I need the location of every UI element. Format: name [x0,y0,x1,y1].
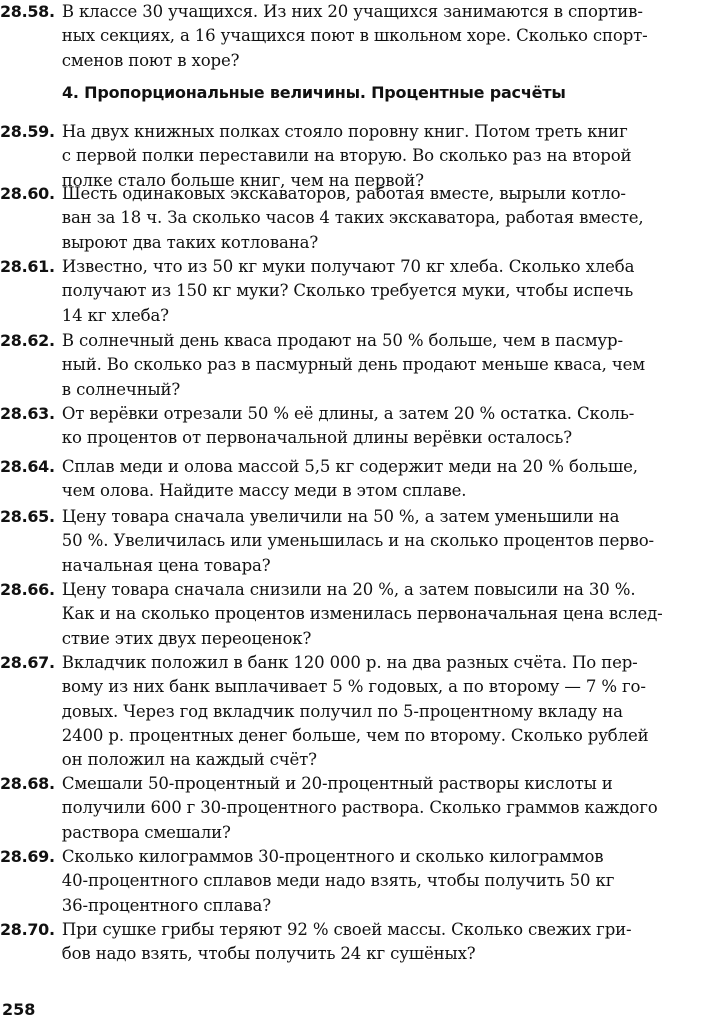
problem-line [0,120,710,144]
problem-number: 28.63. [0,404,55,423]
problem-line: ко процентов от первоначальной длины верёвки осталось? [61,428,572,448]
problem-line: Как и на сколько процентов изменилась первоначальная цена вслед- [61,604,663,624]
problem-text: В классе 30 учащихся. Из них 20 учащихся занимаются в спортив- [61,2,643,21]
problem-number: 28.62. [0,331,55,350]
problem-line [0,918,710,942]
problem-text: Цену товара сначала снизили на 20 %, а затем повысили на 30 %. [61,580,636,599]
problem-line: раствора смешали? [61,822,231,842]
problem-text: Смешали 50-процентный и 20-процентный растворы кислоты и [61,774,613,793]
problem-line: 36-процентного сплава? [61,895,271,915]
problem-28-68 [0,772,712,845]
problem-text: Известно, что из 50 кг муки получают 70 кг хлеба. Сколько хлеба [61,257,635,276]
problem-line: ствие этих двух переоценок? [61,628,312,648]
problem-line [0,182,710,206]
problem-line: 40-процентного сплавов меди надо взять, чтобы получить 50 кг [61,871,615,891]
problem-number: 28.64. [0,457,55,476]
problem-line [0,402,710,426]
problem-line: довых. Через год вкладчик получил по 5-процентному вкладу на [61,701,623,721]
problem-28-61 [0,255,712,328]
problem-line [0,578,710,602]
problem-28-65 [0,505,712,578]
problem-28-64 [0,455,712,504]
problem-line: получили 600 г 30-процентного раствора. Сколько граммов каждого [61,798,658,818]
problem-28-69 [0,845,712,918]
problem-number: 28.68. [0,774,55,793]
problem-line: бов надо взять, чтобы получить 24 кг сушёных? [61,944,476,964]
problem-number: 28.66. [0,580,55,599]
problem-number: 28.69. [0,847,55,866]
problem-text: На двух книжных полках стояло поровну книг. Потом треть книг [61,122,628,141]
problem-number: 28.65. [0,507,55,526]
problem-line: 14 кг хлеба? [61,305,169,325]
problem-28-66 [0,578,712,651]
problem-line [0,455,710,479]
problem-text: Цену товара сначала увеличили на 50 %, а затем уменьшили на [61,507,620,526]
problem-line: начальная цена товара? [61,555,271,575]
problem-text: Сплав меди и олова массой 5,5 кг содержит меди на 20 % больше, [61,457,638,476]
page-number: 258 [2,1000,36,1019]
problem-line [0,651,710,675]
problem-text: Вкладчик положил в банк 120 000 р. на два разных счёта. По пер- [61,653,638,672]
problem-line [0,329,710,353]
problem-line: выроют два таких котлована? [61,232,319,252]
problem-number: 28.67. [0,653,55,672]
problem-28-58 [0,0,712,73]
problem-line: чем олова. Найдите массу меди в этом сплаве. [61,481,467,501]
problem-28-62 [0,329,712,402]
problem-text: При сушке грибы теряют 92 % своей массы. Сколько свежих гри- [61,920,632,939]
problem-number: 28.61. [0,257,55,276]
problem-line: ный. Во сколько раз в пасмурный день продают меньше кваса, чем [61,355,645,375]
problem-line: 2400 р. процентных денег больше, чем по второму. Сколько рублей [61,725,649,745]
problem-28-60 [0,182,712,255]
problem-number: 28.60. [0,184,55,203]
problem-line: в солнечный? [61,379,181,399]
problem-text: Сколько килограммов 30-процентного и сколько килограммов [61,847,604,866]
problem-number: 28.58. [0,2,55,21]
problem-line: получают из 150 кг муки? Сколько требуется муки, чтобы испечь [61,281,634,301]
problem-number: 28.59. [0,122,55,141]
problem-line: он положил на каждый счёт? [61,750,317,770]
problem-text: В солнечный день кваса продают на 50 % больше, чем в пасмур- [61,331,623,350]
problem-28-67 [0,651,712,772]
problem-line [0,845,710,869]
problem-line: с первой полки переставили на вторую. Во сколько раз на второй [61,146,632,166]
section-title: 4. Пропорциональные величины. Процентные расчёты [62,83,566,102]
problem-line [0,0,710,24]
problem-line: ван за 18 ч. За сколько часов 4 таких экскаватора, работая вместе, [61,208,644,228]
problem-text: От верёвки отрезали 50 % её длины, а затем 20 % остатка. Сколь- [61,404,635,423]
problem-line: полке стало больше книг, чем на первой? [61,170,424,190]
problem-line: 50 %. Увеличилась или уменьшилась и на сколько процентов перво- [61,531,654,551]
problem-28-63 [0,402,712,451]
problem-line [0,505,710,529]
problem-line: вому из них банк выплачивает 5 % годовых, а по второму — 7 % го- [61,677,646,697]
problem-line: сменов поют в хоре? [61,50,240,70]
problem-text: Шесть одинаковых экскаваторов, работая вместе, вырыли котло- [61,184,626,203]
problem-line [0,255,710,279]
problem-28-70 [0,918,712,967]
problem-number: 28.70. [0,920,55,939]
problem-line [0,772,710,796]
problem-line: ных секциях, а 16 учащихся поют в школьном хоре. Сколько спорт- [61,26,648,46]
